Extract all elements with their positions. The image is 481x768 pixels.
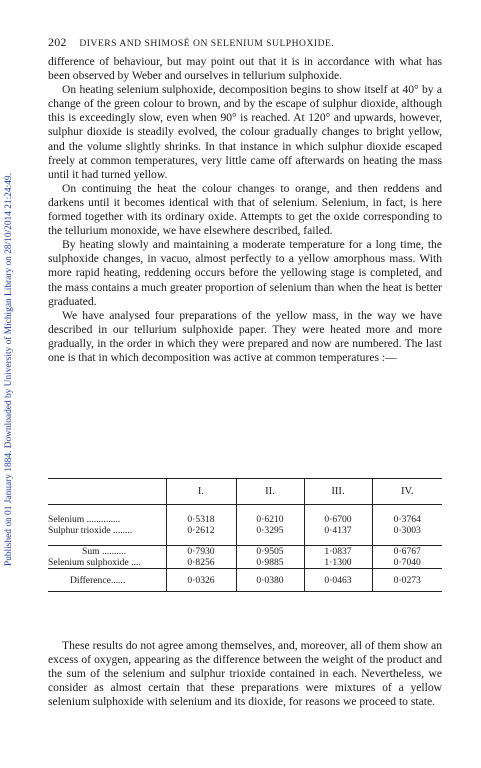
- table-cell: 1·0837: [304, 546, 372, 558]
- table-row: [48, 569, 442, 592]
- row-label: Selenium ..............: [48, 514, 121, 525]
- table-cell: 1·1300: [304, 557, 372, 569]
- table-row: [48, 514, 442, 525]
- table-cell: 0·2612: [166, 525, 236, 536]
- closing-text: [48, 639, 442, 709]
- table-cell: 0·0273: [372, 569, 442, 592]
- table-cell: 0·0380: [236, 569, 304, 592]
- column-header: III.: [304, 479, 372, 505]
- table-row: [48, 525, 442, 536]
- table-cell: 0·6210: [236, 514, 304, 525]
- table-cell: 0·3003: [372, 525, 442, 536]
- analysis-table: [48, 478, 442, 592]
- table-row: [48, 557, 442, 569]
- table-cell: 0·8256: [166, 557, 236, 569]
- page-number: 202: [48, 35, 67, 49]
- table-cell: 0·0326: [166, 569, 236, 592]
- row-label: Selenium sulphoxide ....: [48, 557, 141, 568]
- table-cell: 0·6767: [372, 546, 442, 558]
- table-cell: 0·6700: [304, 514, 372, 525]
- table-cell: 0·3295: [236, 525, 304, 536]
- table-cell: 0·5318: [166, 514, 236, 525]
- paragraph-conclusion: These results do not agree among themselves, and, moreover, all of them show an excess of oxygen, appearing as the difference between the weight of the product and the sum of the selenium and sulphur trioxide contained in each. Nevertheless, we consider as almost certain that these preparations were mixtures of a yellow selenium sulphoxide with selenium and its dioxide, for reasons we proceed to state.: [48, 639, 442, 709]
- table-cell: 0·4137: [304, 525, 372, 536]
- running-header: [48, 35, 438, 50]
- paragraph-continued: difference of behaviour, but may point out that it is in accordance with what has been observed by Weber and ourselves in tellurium sulphoxide.: [48, 55, 442, 83]
- table-row: [48, 546, 442, 558]
- paragraph-heating: On heating selenium sulphoxide, decomposition begins to show itself at 40° by a change of the green colour to brown, and by the escape of sulphur dioxide, although this is exceedingly slow, even when 90° is reached. At 120° and upwards, however, sulphur dioxide is steadily evolved, the colour gradually changes to bright yellow, and the volume slightly shrinks. In that instance in which sulphur dioxide escaped freely at common temperatures, very little came off afterwards on heating the mass until it had turned yellow.: [48, 83, 442, 181]
- table-cell: 0·7040: [372, 557, 442, 569]
- row-label: Sum ..........: [48, 546, 166, 558]
- paragraph-continuing-heat: On continuing the heat the colour changes to orange, and then reddens and darkens until it becomes identical with that of selenium. Selenium, in fact, is here formed together with its ordinary oxide. Attempts to get the oxide corresponding to the tellurium monoxide, we have elsewhere described, failed.: [48, 181, 442, 238]
- table-corner: [48, 479, 166, 505]
- table-cell: 0·7930: [166, 546, 236, 558]
- paragraph-slow-heating: By heating slowly and maintaining a moderate temperature for a long time, the sulphoxide changes, in vacuo, almost perfectly to a yellow amorphous mass. With more rapid heating, reddening occurs before the yellowing stage is completed, and the mass contains a much greater proportion of selenium than when the heat is better graduated.: [48, 238, 442, 308]
- running-title: DIVERS AND SHIMOSÉ ON SELENIUM SULPHOXIDE.: [79, 38, 335, 49]
- column-header: I.: [166, 479, 236, 505]
- article-body: [48, 55, 442, 365]
- paragraph-analyses: We have analysed four preparations of the yellow mass, in the way we have described in our tellurium sulphoxide paper. They were heated more and more gradually, in the order in which they were prepared and now are numbered. The last one is that in which decomposition was active at common temperatures :—: [48, 308, 442, 364]
- table-cell: 0·9885: [236, 557, 304, 569]
- row-label: Difference......: [48, 569, 166, 592]
- table-cell: 0·3764: [372, 514, 442, 525]
- table-header-row: [48, 479, 442, 505]
- column-header: II.: [236, 479, 304, 505]
- table-cell: 0·0463: [304, 569, 372, 592]
- row-label: Sulphur trioxide ........: [48, 525, 133, 536]
- publication-margin-note: Published on 01 January 1884. Downloaded by University of Michigan Library on 28/10/2014 21:24:49.: [4, 173, 14, 567]
- table-cell: 0·9505: [236, 546, 304, 558]
- column-header: IV.: [372, 479, 442, 505]
